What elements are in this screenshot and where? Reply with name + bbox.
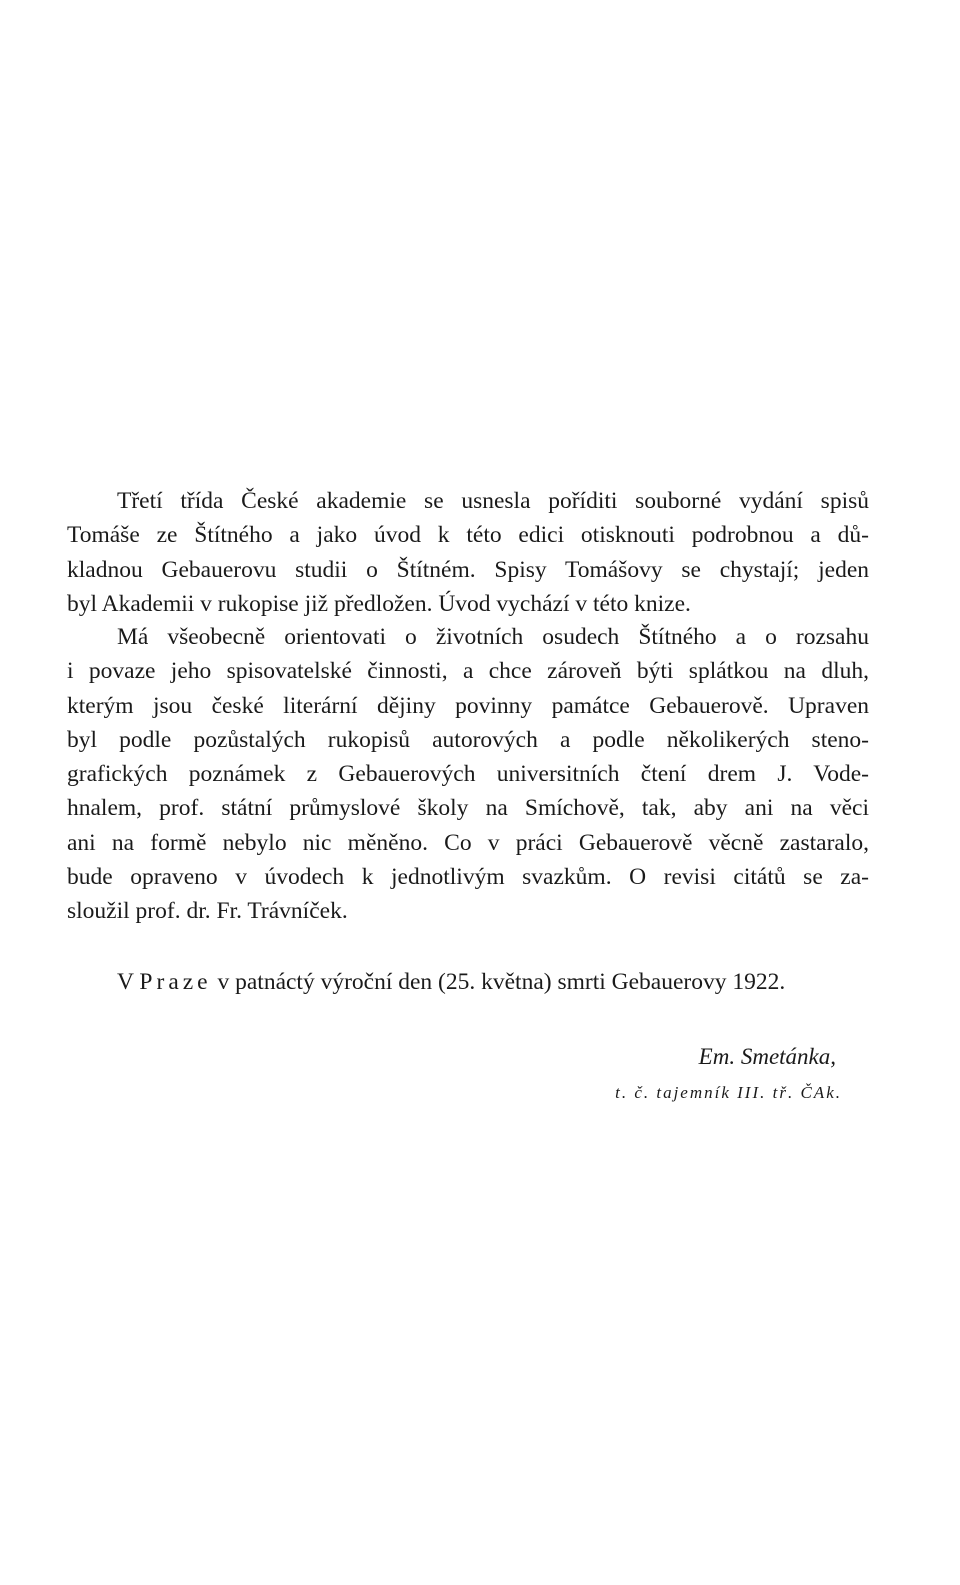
text-line: i povaze jeho spisovatelské činnosti, a chce zároveň býti splátkou na dluh, (67, 658, 869, 685)
signature-name: Em. Smetánka, (698, 1044, 836, 1069)
text-line: kladnou Gebauerovu studii o Štítném. Spisy Tomášovy se chystají; jeden (67, 556, 869, 583)
text-line: hnalem, prof. státní průmyslové školy na Smíchově, tak, aby ani na věci (67, 795, 869, 822)
text-line: ani na formě nebylo nic měněno. Co v práci Gebauerově věcně zastaralo, (67, 829, 869, 856)
text-line: byl Akademii v rukopise již předložen. Úvod vychází v této knize. (67, 590, 691, 617)
text-line: bude opraveno v úvodech k jednotlivým svazkům. O revisi citátů se za- (67, 864, 869, 891)
place-city: Praze (139, 969, 212, 995)
signature-title: t. č. tajemník III. tř. ČAk. (615, 1083, 842, 1102)
text-line: sloužil prof. dr. Fr. Trávníček. (67, 898, 348, 925)
text-line: Tomáše ze Štítného a jako úvod k této edici otisknouti podrobnou a dů- (67, 522, 869, 549)
text-line: byl podle pozůstalých rukopisů autorových a podle několikerých steno- (67, 726, 869, 753)
paragraph-intro (67, 484, 869, 621)
text-line: kterým jsou české literární dějiny povinny památce Gebauerově. Upraven (67, 692, 869, 719)
place-and-date (117, 965, 869, 999)
date-text: v patnáctý výroční den (25. května) smrti Gebauerovy 1922. (217, 969, 786, 995)
text-line: Má všeobecně orientovati o životních osudech Štítného a o rozsahu (117, 624, 869, 650)
text-line: Třetí třída České akademie se usnesla poříditi souborné vydání spisů (117, 488, 869, 514)
text-line: grafických poznámek z Gebauerových universitních čtení drem J. Vode- (67, 761, 869, 788)
place-prefix: V (117, 969, 134, 995)
paragraph-description (67, 620, 869, 929)
